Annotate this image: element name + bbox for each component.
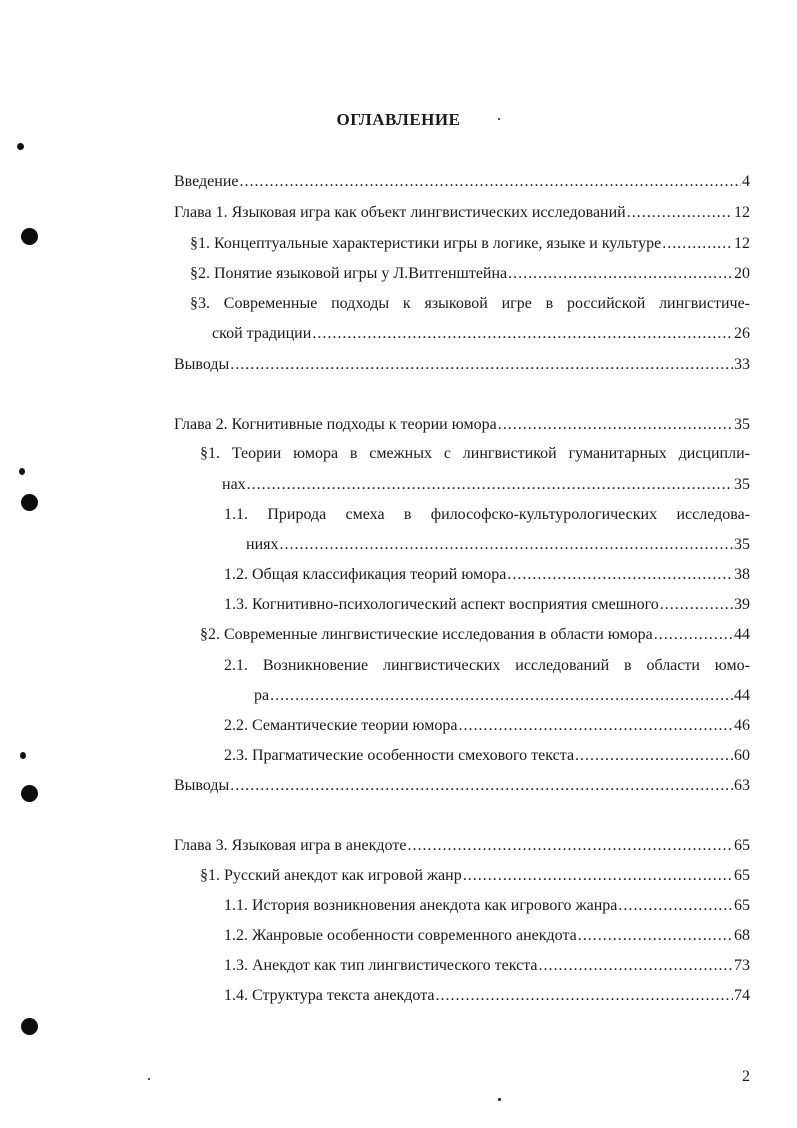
toc-entry-text: §2. Современные лингвистические исследования в области юмора (200, 626, 653, 643)
toc-entry-text: 1.3. Когнитивно-психологический аспект восприятия смешного (224, 596, 659, 613)
scan-mark (19, 468, 25, 475)
toc-entry-text: 1.1. История возникновения анекдота как игрового жанра (224, 897, 618, 914)
toc-entry-chapter-3 (174, 836, 750, 856)
toc-entry-text: §1. Концептуальные характеристики игры в логике, языке и культуре (190, 235, 662, 252)
toc-entry-text: 2.2. Семантические теории юмора (224, 717, 458, 734)
toc-entry-ch3-sec1 (200, 866, 750, 886)
binder-hole-4 (21, 1018, 38, 1035)
toc-entry-page: 44 (734, 687, 750, 704)
toc-entry-ch1-sec3: §3. Современные подходы к языковой игре в российской лингвистиче- (190, 295, 750, 312)
toc-entry-ch1-conclusions (174, 355, 750, 375)
toc-entry-page: 35 (734, 416, 750, 433)
toc-entry-ch2-sec2-3 (224, 746, 750, 766)
toc-entry-text: 1.2. Общая классификация теорий юмора (224, 566, 507, 583)
toc-entry-text: §2. Понятие языковой игры у Л.Витгенштейна (190, 265, 508, 282)
toc-entry-text: Глава 1. Языковая игра как объект лингвистических исследований (174, 204, 626, 221)
toc-entry-chapter-1 (174, 203, 750, 223)
toc-entry-text: нах (222, 476, 246, 493)
toc-entry-ch2-sec1-cont (222, 475, 750, 495)
toc-entry-text: 2.3. Прагматические особенности смехового текста (224, 747, 575, 764)
toc-entry-text: Введение (174, 173, 239, 190)
toc-entry-page: 65 (734, 837, 750, 854)
binder-hole-2 (21, 494, 38, 511)
toc-entry-ch1-sec3-cont (212, 324, 750, 344)
toc-entry-page: 68 (734, 927, 750, 944)
toc-entry-ch3-sec1-3 (224, 956, 750, 976)
toc-entry-ch2-sec1-2 (224, 565, 750, 585)
toc-entry-text: Выводы (174, 356, 230, 373)
toc-entry-text: ниях (246, 536, 279, 553)
toc-entry-page: 35 (734, 476, 750, 493)
toc-entry-ch2-sec1-1: 1.1. Природа смеха в философско-культурологических исследова- (224, 506, 750, 523)
toc-entry-ch3-sec1-1 (224, 896, 750, 916)
toc-entry-ch1-sec1 (190, 234, 750, 254)
binder-hole-1 (21, 228, 38, 245)
toc-entry-ch2-sec1: §1. Теории юмора в смежных с лингвистикой гуманитарных дисципли- (200, 445, 750, 462)
scan-mark (148, 1078, 150, 1080)
toc-entry-ch3-sec1-4 (224, 986, 750, 1006)
toc-entry-ch2-sec1-3 (224, 595, 750, 615)
toc-entry-ch2-sec2-2 (224, 716, 750, 736)
toc-entry-text: Глава 3. Языковая игра в анекдоте (174, 837, 407, 854)
toc-entry-text: 1.2. Жанровые особенности современного анекдота (224, 927, 577, 944)
toc-entry-page: 26 (734, 325, 750, 342)
toc-entry-page: 63 (734, 777, 750, 794)
toc-entry-ch2-sec2 (200, 625, 750, 645)
scan-mark (17, 143, 24, 150)
toc-entry-page: 44 (734, 626, 750, 643)
toc-entry-page: 74 (734, 987, 750, 1004)
binder-hole-3 (21, 785, 38, 802)
scan-mark (498, 1098, 501, 1101)
toc-entry-ch3-sec1-2 (224, 926, 750, 946)
toc-entry-page: 20 (734, 265, 750, 282)
toc-entry-ch1-sec2 (190, 264, 750, 284)
page-title: ОГЛАВЛЕНИЕ (336, 110, 461, 129)
toc-entry-ch2-conclusions (174, 776, 750, 796)
toc-entry-text: ской традиции (212, 325, 312, 342)
toc-entry-page: 38 (734, 566, 750, 583)
toc-entry-ch2-sec2-1-cont (254, 686, 750, 706)
toc-entry-text: 1.4. Структура текста анекдота (224, 987, 435, 1004)
toc-entry-page: 39 (734, 596, 750, 613)
toc-entry-text: ра (254, 687, 270, 704)
page-number: 2 (742, 1068, 750, 1085)
toc-entry-page: 4 (742, 173, 750, 190)
toc-entry-page: 35 (734, 536, 750, 553)
toc-entry-page: 65 (734, 897, 750, 914)
toc-entry-page: 46 (734, 717, 750, 734)
scan-mark (20, 752, 26, 759)
toc-entry-page: 12 (734, 235, 750, 252)
toc-entry-chapter-2 (174, 415, 750, 435)
toc-entry-ch2-sec2-1: 2.1. Возникновение лингвистических исследований в области юмо- (224, 657, 750, 674)
toc-entry-page: 33 (734, 356, 750, 373)
toc-entry-text: Выводы (174, 777, 230, 794)
toc-entry-ch2-sec1-1-cont (246, 535, 750, 555)
toc-entry-text: Глава 2. Когнитивные подходы к теории юмора (174, 416, 497, 433)
toc-entry-introduction (174, 172, 750, 192)
toc-entry-page: 65 (734, 867, 750, 884)
toc-entry-text: §1. Русский анекдот как игровой жанр (200, 867, 462, 884)
toc-entry-page: 12 (734, 204, 750, 221)
toc-entry-page: 73 (734, 957, 750, 974)
toc-entry-text: 1.3. Анекдот как тип лингвистического текста (224, 957, 538, 974)
toc-entry-page: 60 (734, 747, 750, 764)
